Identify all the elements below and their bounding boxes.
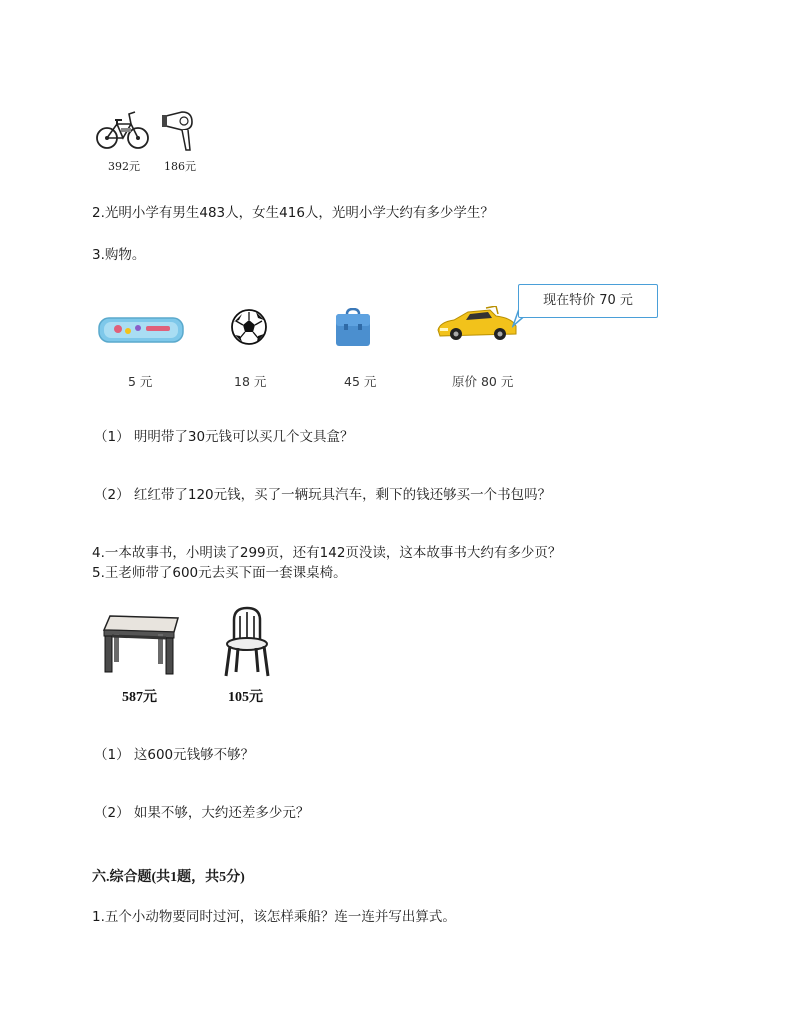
section-6-heading: 六.综合题(共1题，共5分)	[92, 870, 245, 885]
hairdryer-price: 186元	[164, 160, 196, 173]
desk-price: 587元	[122, 690, 157, 705]
question-5-sub-2: （2） 如果不够，大约还差多少元？	[94, 805, 310, 821]
toy-car-image	[436, 306, 520, 342]
bicycle-image	[95, 106, 150, 156]
question-3-title: 3.购物。	[92, 247, 146, 263]
toy-car-price: 原价 80 元	[452, 374, 514, 389]
school-bag-image	[334, 308, 372, 348]
price-callout: 现在特价 70 元	[518, 284, 658, 318]
question-4: 4.一本故事书，小明读了299页，还有142页没读，这本故事书大约有多少页？	[92, 545, 562, 561]
hairdryer-image	[162, 108, 196, 154]
question-5-sub-1: （1） 这600元钱够不够？	[94, 747, 255, 763]
soccer-ball-image	[230, 308, 268, 346]
chair-price: 105元	[228, 690, 263, 705]
question-5-title: 5.王老师带了600元去买下面一套课桌椅。	[92, 565, 347, 581]
question-2: 2.光明小学有男生483人，女生416人，光明小学大约有多少学生？	[92, 205, 494, 221]
chair-image	[222, 606, 272, 678]
pencil-case-image	[98, 316, 184, 344]
question-3-sub-2: （2） 红红带了120元钱，买了一辆玩具汽车，剩下的钱还够买一个书包吗？	[94, 487, 552, 503]
desk-image	[100, 612, 182, 676]
bicycle-price: 392元	[108, 160, 140, 173]
pencil-case-price: 5 元	[128, 374, 153, 389]
section-6-question-1: 1.五个小动物要同时过河，该怎样乘船？连一连并写出算式。	[92, 909, 456, 925]
question-3-sub-1: （1） 明明带了30元钱可以买几个文具盒？	[94, 429, 354, 445]
soccer-ball-price: 18 元	[234, 374, 267, 389]
school-bag-price: 45 元	[344, 374, 377, 389]
